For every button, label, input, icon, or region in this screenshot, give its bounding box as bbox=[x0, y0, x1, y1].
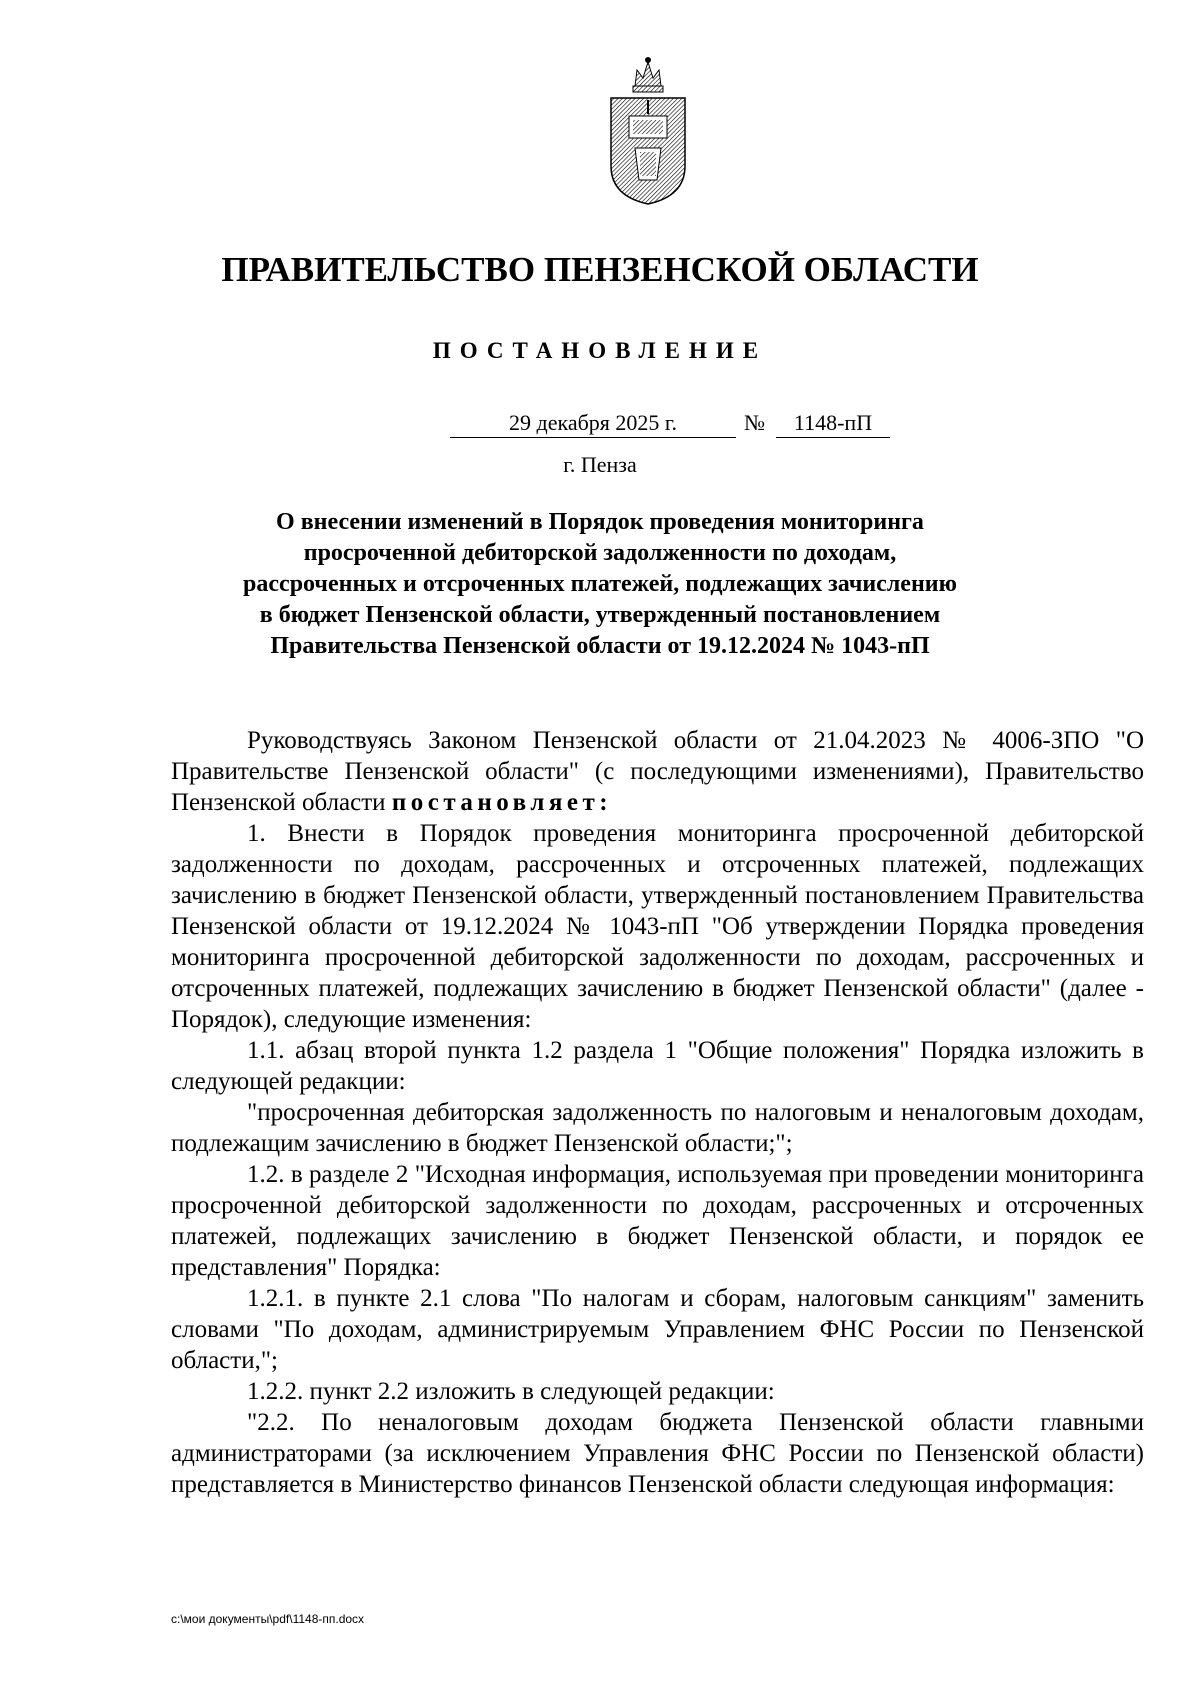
body-paragraph: 1.2.1. в пункте 2.1 слова "По налогам и сборам, налоговым санкциям" заменить словами "По доходам, администрируемым Управлением ФНС России по Пензенской области,"; bbox=[171, 1285, 1144, 1374]
title-line: Правительства Пензенской области от 19.12.2024 № 1043-пП bbox=[270, 633, 930, 659]
body-paragraph: "2.2. По неналоговым доходам бюджета Пензенской области главными администраторами (за исключением Управления ФНС России по Пензенской области) представляется в Министерство финансов Пензенской области следующая информация: bbox=[171, 1409, 1144, 1498]
body-paragraph: 1.1. абзац второй пункта 1.2 раздела 1 "Общие положения" Порядка изложить в следующей редакции: bbox=[171, 1037, 1144, 1095]
coat-of-arms-icon bbox=[605, 56, 691, 206]
decree-word: постановляет: bbox=[391, 789, 613, 816]
body-paragraph: 1.2. в разделе 2 "Исходная информация, используемая при проведении мониторинга просроченной дебиторской задолженности по доходам, рассроченных и отсроченных платежей, подлежащих зачислению в бюджет Пензенской области, и порядок ее представления" Порядка: bbox=[171, 1161, 1144, 1281]
document-date: 29 декабря 2025 г. bbox=[450, 410, 736, 438]
body-paragraph: 1.2.2. пункт 2.2 изложить в следующей редакции: bbox=[247, 1378, 775, 1405]
title-line: просроченной дебиторской задолженности по доходам, bbox=[303, 540, 897, 566]
title-line: О внесении изменений в Порядок проведения мониторинга bbox=[276, 509, 924, 535]
document-body bbox=[171, 725, 1144, 1500]
title-line: рассроченных и отсроченных платежей, подлежащих зачислению bbox=[243, 571, 957, 597]
document-type: ПОСТАНОВЛЕНИЕ bbox=[432, 338, 768, 363]
file-path-footer: c:\мои документы\pdf\1148-пп.docx bbox=[171, 1612, 365, 1626]
number-sign: № bbox=[744, 410, 765, 435]
organization-title: ПРАВИТЕЛЬСТВО ПЕНЗЕНСКОЙ ОБЛАСТИ bbox=[221, 250, 979, 289]
intro-text: Руководствуясь Законом Пензенской области от 21.04.2023 № 4006-ЗПО "О Правительстве Пензенской области" (с последующими изменениями), Правительство Пензенской области bbox=[171, 727, 1144, 816]
body-paragraph: "просроченная дебиторская задолженность по налоговым и неналоговым доходам, подлежащим зачислению в бюджет Пензенской области;"; bbox=[171, 1099, 1144, 1157]
body-paragraph: 1. Внести в Порядок проведения мониторинга просроченной дебиторской задолженности по доходам, рассроченных и отсроченных платежей, подлежащих зачислению в бюджет Пензенской области, утвержденный постановлением Правительства Пензенской области от 19.12.2024 № 1043-пП "Об утверждении Порядка проведения мониторинга просроченной дебиторской задолженности по доходам, рассроченных и отсроченных платежей, подлежащих зачислению в бюджет Пензенской области" (далее - Порядок), следующие изменения: bbox=[171, 820, 1144, 1033]
title-line: в бюджет Пензенской области, утвержденный постановлением bbox=[259, 602, 941, 628]
date-number-line bbox=[0, 410, 1200, 442]
city: г. Пенза bbox=[563, 452, 637, 477]
document-title bbox=[170, 507, 1030, 662]
intro-paragraph bbox=[171, 725, 1144, 818]
document-number: 1148-пП bbox=[776, 410, 890, 438]
